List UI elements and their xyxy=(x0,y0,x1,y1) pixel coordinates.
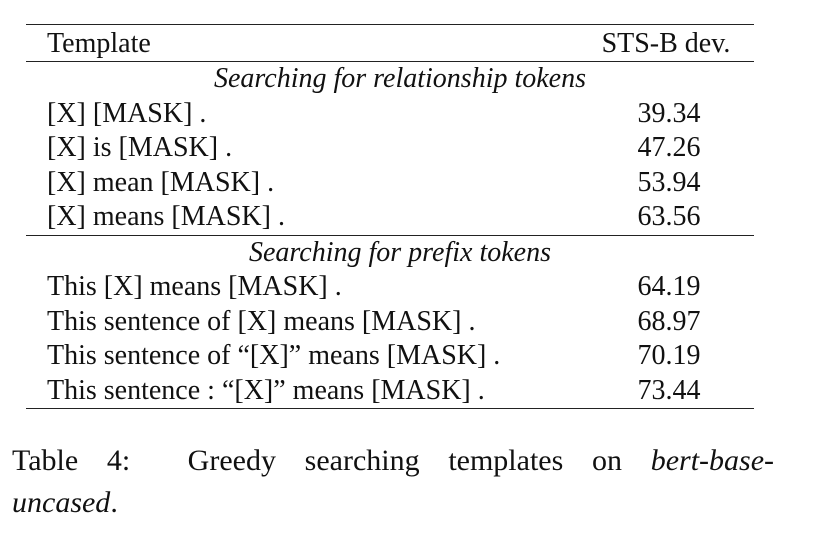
template-cell: [X] mean [MASK] . xyxy=(47,166,275,198)
table-row xyxy=(26,97,754,132)
caption-line-1 xyxy=(12,440,774,482)
section-title-prefix: Searching for prefix tokens xyxy=(249,236,551,268)
table-row xyxy=(26,200,754,235)
caption-line-2 xyxy=(12,482,774,524)
template-cell: This [X] means [MASK] . xyxy=(47,271,342,302)
bottom-rule xyxy=(26,408,754,409)
template-cell: [X] is [MASK] . xyxy=(47,132,233,163)
header-score: STS-B dev. xyxy=(601,28,731,59)
score-cell: 47.26 xyxy=(637,132,701,163)
score-cell: 39.34 xyxy=(637,97,701,129)
caption-end: . xyxy=(110,486,118,519)
score-cell: 53.94 xyxy=(637,166,701,198)
table-row xyxy=(26,131,754,166)
score-cell: 68.97 xyxy=(637,305,701,337)
score-cell: 64.19 xyxy=(637,271,701,302)
caption-model-part1: bert-base- xyxy=(650,444,775,477)
template-cell: [X] [MASK] . xyxy=(47,97,207,129)
score-cell: 73.44 xyxy=(637,374,701,406)
caption-model-part2: uncased xyxy=(12,486,111,519)
caption-label: Table 4: xyxy=(12,444,131,477)
table-caption xyxy=(12,440,774,524)
template-cell: This sentence : “[X]” means [MASK] . xyxy=(47,374,485,406)
template-cell: [X] means [MASK] . xyxy=(47,201,285,232)
results-table xyxy=(26,24,754,409)
template-cell: This sentence of [X] means [MASK] . xyxy=(47,305,476,337)
table-header-row xyxy=(26,25,754,61)
table-row xyxy=(26,339,754,374)
section-title-relationship: Searching for relationship tokens xyxy=(214,63,586,94)
table-row xyxy=(26,270,754,305)
table-row xyxy=(26,166,754,201)
table-row xyxy=(26,374,754,409)
table-row xyxy=(26,305,754,340)
header-template: Template xyxy=(47,28,151,59)
score-cell: 63.56 xyxy=(637,201,701,232)
template-cell: This sentence of “[X]” means [MASK] . xyxy=(47,340,501,371)
caption-text: Greedy searching templates on xyxy=(187,444,622,477)
score-cell: 70.19 xyxy=(637,340,701,371)
